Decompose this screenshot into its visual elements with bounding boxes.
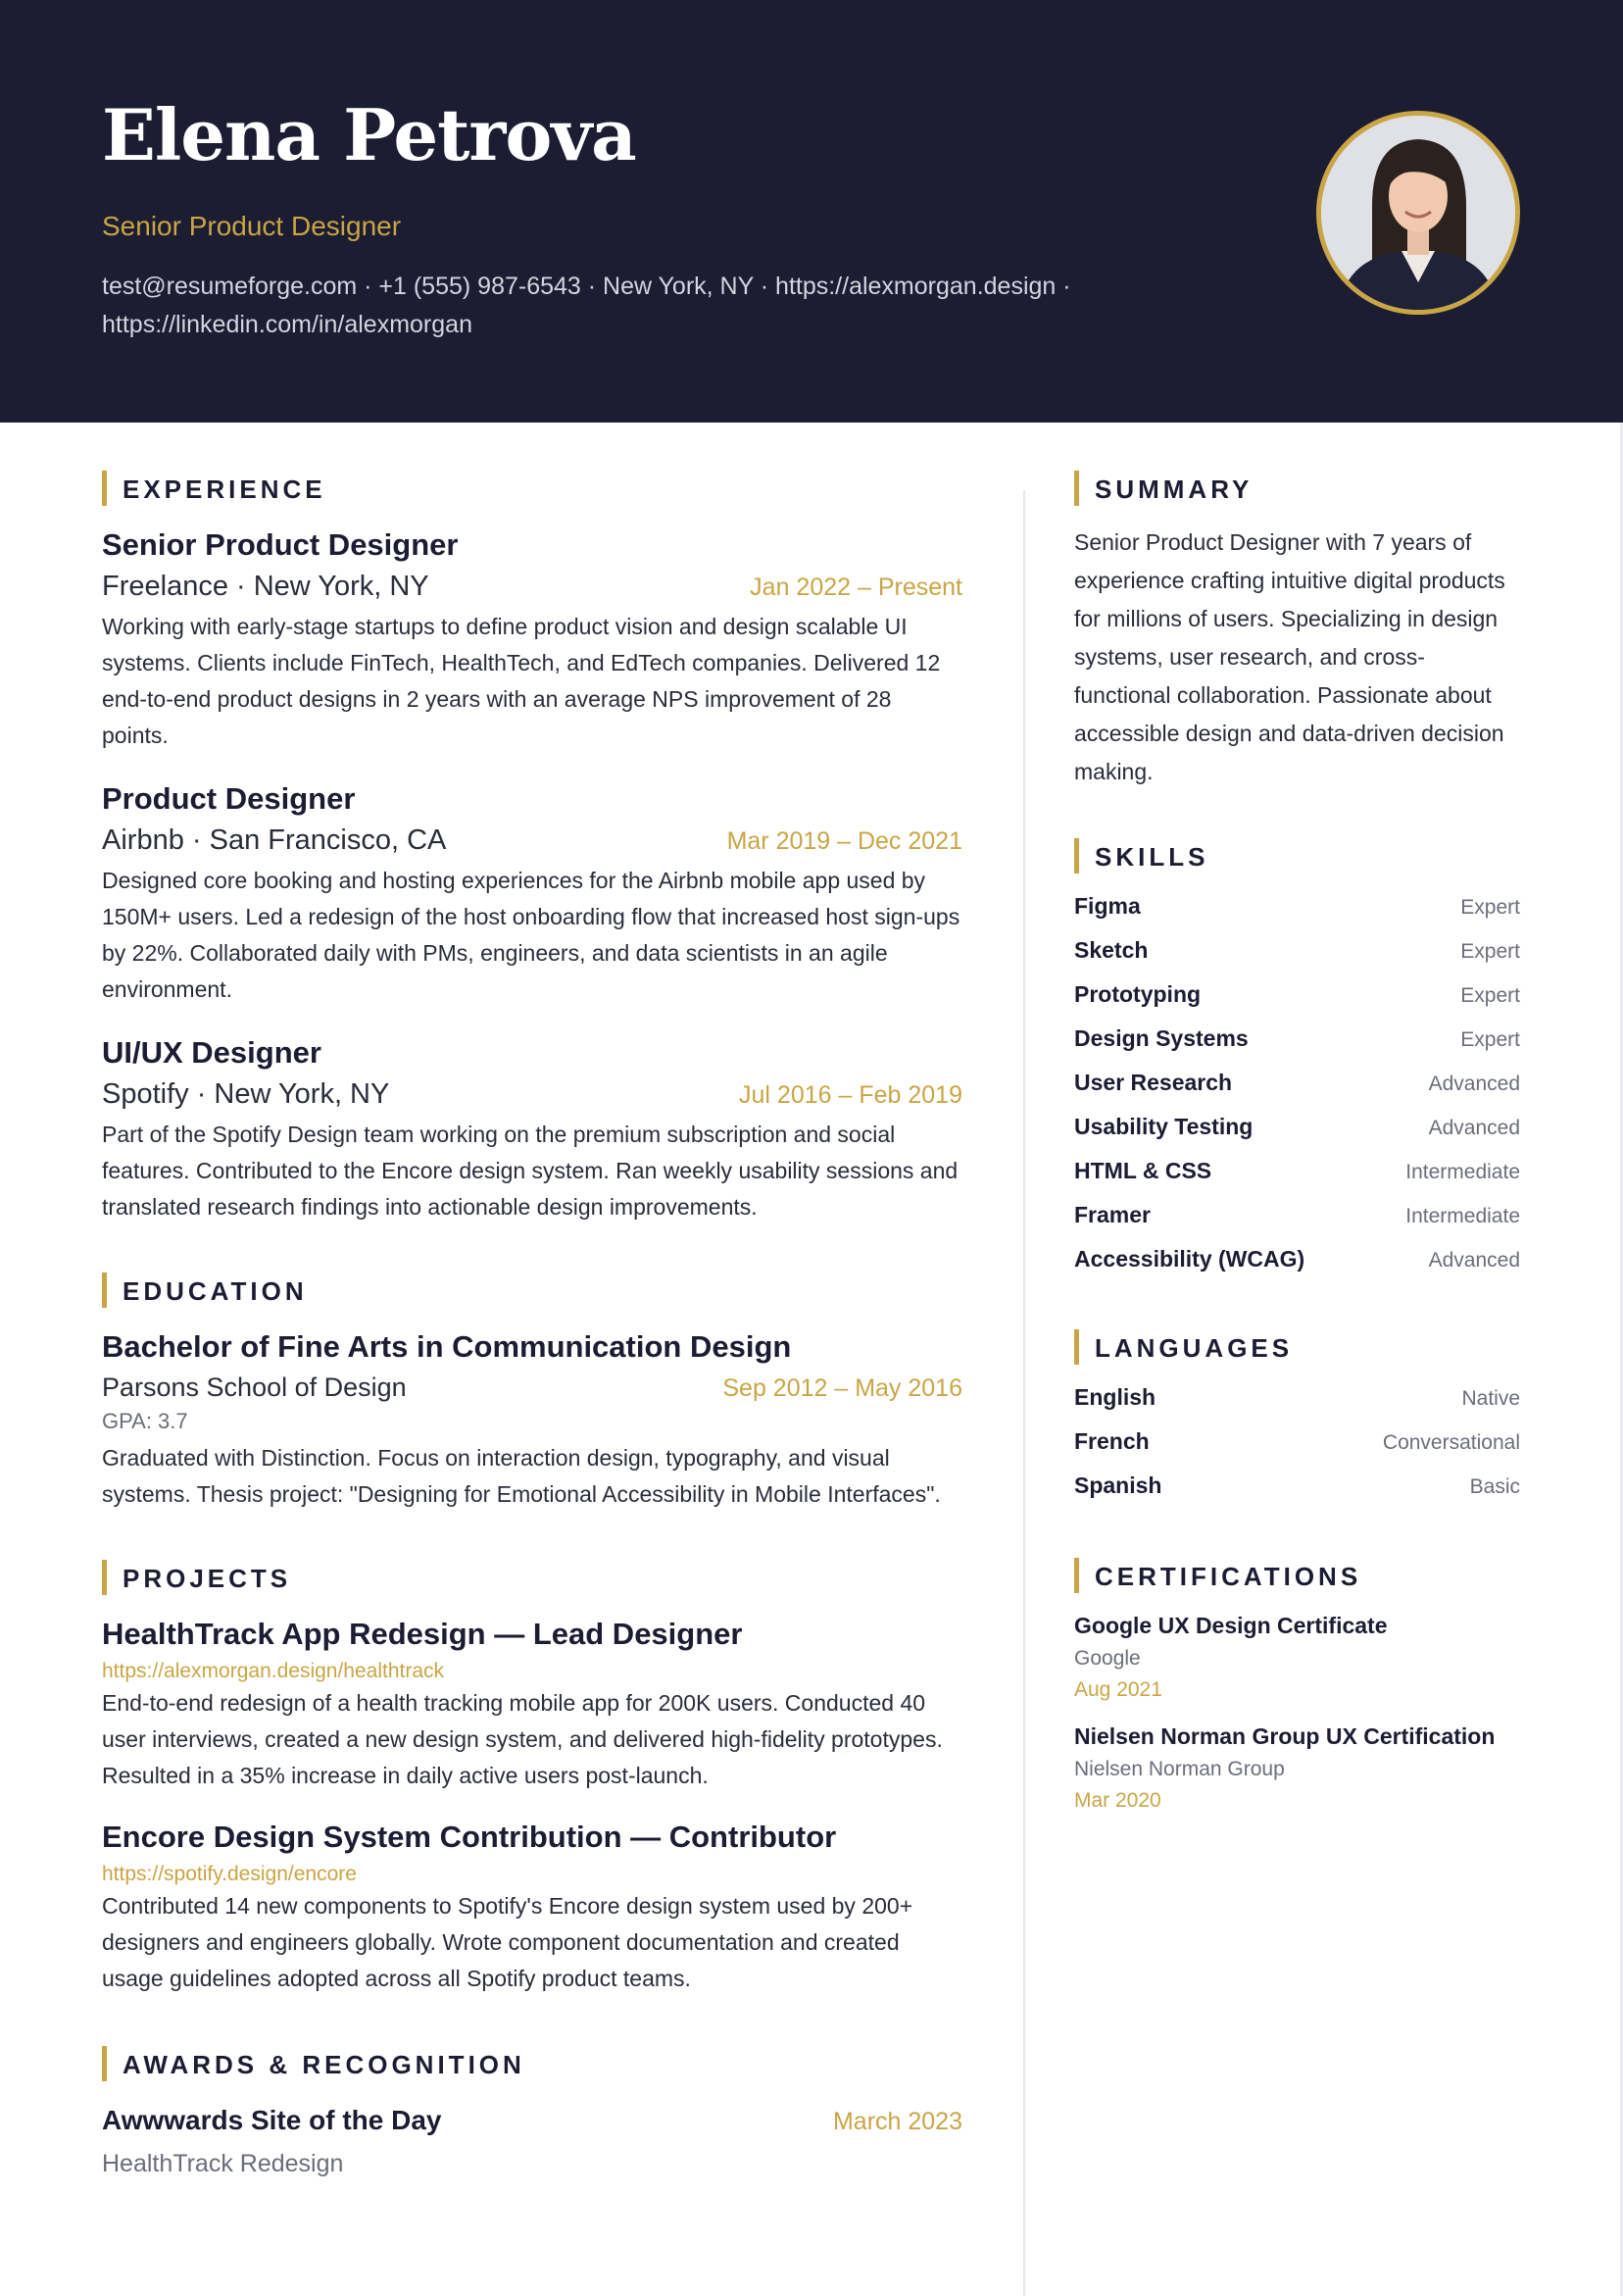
job-description: Designed core booking and hosting experiences for the Airbnb mobile app used by 150M+ users. Led a redesign of the host onboarding flow that increased host sign-ups by 22%. Collaborated daily with PMs, engineers, and data scientists in an agile environment. bbox=[102, 868, 960, 1002]
section-title-languages: LANGUAGES bbox=[1074, 1329, 1520, 1365]
job-company: Spotify · New York, NY bbox=[102, 1078, 390, 1110]
award-title: Awwwards Site of the Day bbox=[102, 2105, 442, 2135]
certification-entry bbox=[1074, 1723, 1520, 1813]
project-title: Encore Design System Contribution — Contributor bbox=[102, 1820, 837, 1854]
project-description: Contributed 14 new components to Spotify's Encore design system used by 200+ designers and engineers globally. Wrote component documentation and created usage guidelines adopted across all Spotify product teams. bbox=[102, 1893, 913, 1991]
summary-text: Senior Product Designer with 7 years of experience crafting intuitive digital products for millions of users. Specializing in design systems, user research, and cross-functional collaboration. Passionate about accessible design and data-driven decision making. bbox=[1074, 529, 1505, 784]
project-title: HealthTrack App Redesign — Lead Designer bbox=[102, 1617, 743, 1651]
skill-row: Framer Intermediate bbox=[1074, 1202, 1520, 1227]
job-title: Product Designer bbox=[102, 781, 356, 816]
skill-row: Sketch Expert bbox=[1074, 937, 1520, 963]
right-column bbox=[1074, 471, 1520, 1813]
section-accent-bar bbox=[102, 471, 107, 506]
project-description: End-to-end redesign of a health tracking mobile app for 200K users. Conducted 40 user interviews, created a new design system, and delivered high-fidelity prototypes. Resulted in a 35% increase in daily active users post-launch. bbox=[102, 1690, 943, 1788]
education-description: Graduated with Distinction. Focus on interaction design, typography, and visual systems. Thesis project: "Designing for Emotional Accessibility in Mobile Interfaces". bbox=[102, 1445, 941, 1507]
job-title: UI/UX Designer bbox=[102, 1035, 321, 1070]
column-divider bbox=[1023, 490, 1025, 2296]
job-dates: Mar 2019 – Dec 2021 bbox=[726, 827, 962, 855]
section-title-education: EDUCATION bbox=[102, 1273, 962, 1308]
project-link[interactable]: https://spotify.design/encore bbox=[102, 1863, 357, 1885]
section-title-experience: EXPERIENCE bbox=[102, 471, 962, 506]
section-accent-bar bbox=[102, 1273, 107, 1308]
job-description: Working with early-stage startups to define product vision and design scalable UI systems. Clients include FinTech, HealthTech, and EdTech companies. Delivered 12 end-to-end product designs in 2 years with an average NPS improvement of 28 points. bbox=[102, 614, 941, 748]
school-name: Parsons School of Design bbox=[102, 1373, 407, 1402]
award-project: HealthTrack Redesign bbox=[102, 2150, 344, 2177]
candidate-title: Senior Product Designer bbox=[102, 211, 402, 241]
award-date: March 2023 bbox=[832, 2108, 962, 2135]
language-row: English Native bbox=[1074, 1384, 1520, 1410]
contact-line-1: test@resumeforge.com · +1 (555) 987-6543 · New York, NY · https://alexmorgan.design · bbox=[102, 273, 1071, 300]
job-description: Part of the Spotify Design team working on the premium subscription and social features. Contributed to the Encore design system. Ran weekly usability sessions and translated research findings into actionable design improvements. bbox=[102, 1122, 959, 1220]
award-entry bbox=[102, 2101, 962, 2178]
section-accent-bar bbox=[102, 1560, 107, 1595]
header-banner bbox=[0, 0, 1623, 423]
section-title-projects: PROJECTS bbox=[102, 1560, 962, 1595]
section-title-summary: SUMMARY bbox=[1074, 471, 1520, 506]
left-column bbox=[102, 471, 962, 2178]
section-title-awards: AWARDS & RECOGNITION bbox=[102, 2046, 962, 2081]
skills-list bbox=[1074, 893, 1520, 1290]
experience-entry bbox=[102, 779, 962, 1008]
section-title-certifications: CERTIFICATIONS bbox=[1074, 1558, 1520, 1593]
section-accent-bar bbox=[1074, 838, 1079, 873]
project-entry bbox=[102, 1818, 962, 1997]
language-row: Spanish Basic bbox=[1074, 1472, 1520, 1498]
contact-line-2: https://linkedin.com/in/alexmorgan bbox=[102, 311, 472, 338]
degree-title: Bachelor of Fine Arts in Communication Design bbox=[102, 1329, 792, 1364]
profile-photo bbox=[1316, 111, 1520, 315]
project-entry bbox=[102, 1615, 962, 1794]
project-link[interactable]: https://alexmorgan.design/healthtrack bbox=[102, 1660, 445, 1682]
section-title-skills: SKILLS bbox=[1074, 838, 1520, 873]
language-row: French Conversational bbox=[1074, 1428, 1520, 1454]
certification-name: Nielsen Norman Group UX Certification bbox=[1074, 1723, 1496, 1749]
gpa: GPA: 3.7 bbox=[102, 1409, 188, 1433]
experience-entry bbox=[102, 525, 962, 754]
section-accent-bar bbox=[102, 2046, 107, 2081]
skill-row: HTML & CSS Intermediate bbox=[1074, 1158, 1520, 1183]
job-dates: Jan 2022 – Present bbox=[750, 574, 962, 601]
skill-row: Accessibility (WCAG) Advanced bbox=[1074, 1246, 1520, 1272]
job-company: Freelance · New York, NY bbox=[102, 571, 429, 602]
candidate-name: Elena Petrova bbox=[102, 93, 636, 176]
certification-entry bbox=[1074, 1613, 1520, 1702]
certification-date: Mar 2020 bbox=[1074, 1789, 1161, 1812]
section-accent-bar bbox=[1074, 471, 1079, 506]
certification-date: Aug 2021 bbox=[1074, 1678, 1162, 1701]
certification-name: Google UX Design Certificate bbox=[1074, 1613, 1388, 1638]
skill-row: Figma Expert bbox=[1074, 893, 1520, 919]
job-company: Airbnb · San Francisco, CA bbox=[102, 824, 447, 856]
skill-row: User Research Advanced bbox=[1074, 1070, 1520, 1095]
skill-row: Design Systems Expert bbox=[1074, 1025, 1520, 1051]
portrait-illustration bbox=[1321, 116, 1515, 310]
education-dates: Sep 2012 – May 2016 bbox=[722, 1374, 962, 1402]
experience-entry bbox=[102, 1033, 962, 1225]
certification-issuer: Nielsen Norman Group bbox=[1074, 1758, 1285, 1780]
skill-row: Usability Testing Advanced bbox=[1074, 1114, 1520, 1139]
education-entry bbox=[102, 1327, 962, 1513]
contact-info bbox=[102, 268, 1102, 344]
section-accent-bar bbox=[1074, 1329, 1079, 1365]
section-accent-bar bbox=[1074, 1558, 1079, 1593]
job-dates: Jul 2016 – Feb 2019 bbox=[739, 1081, 962, 1109]
job-title: Senior Product Designer bbox=[102, 527, 459, 562]
languages-list bbox=[1074, 1384, 1520, 1517]
skill-row: Prototyping Expert bbox=[1074, 981, 1520, 1007]
certification-issuer: Google bbox=[1074, 1647, 1141, 1670]
